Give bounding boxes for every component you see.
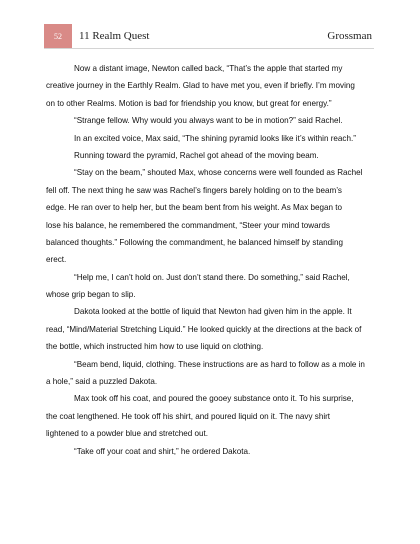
- text-line: fell off. The next thing he saw was Rachel’s fingers barely holding on to the beam’s: [46, 185, 342, 195]
- text-line: “Take off your coat and shirt,” he ordered Dakota.: [74, 446, 251, 456]
- text-line: Dakota looked at the bottle of liquid that Newton had given him in the apple. It: [74, 307, 352, 317]
- text-line: “Strange fellow. Why would you always want to be in motion?” said Rachel.: [74, 116, 343, 126]
- text-line: Running toward the pyramid, Rachel got ahead of the moving beam.: [74, 150, 319, 160]
- text-line: lose his balance, he remembered the commandment, “Steer your mind towards: [46, 220, 330, 230]
- text-line: “Help me, I can’t hold on. Just don’t stand there. Do something,” said Rachel,: [74, 272, 350, 282]
- text-line: balanced thoughts.” Following the commandment, he balanced himself by standing: [46, 237, 343, 247]
- page-number: 52: [54, 31, 62, 41]
- text-line: the bottle, which instructed him how to use liquid on clothing.: [46, 342, 264, 352]
- text-line: “Beam bend, liquid, clothing. These instructions are as hard to follow as a mole in: [74, 359, 365, 369]
- text-line: creative journey in the Earthly Realm. Glad to have met you, even if briefly. I’m moving: [46, 81, 355, 91]
- page-number-badge: [44, 24, 72, 48]
- text-line: “Stay on the beam,” shouted Max, whose concerns were well founded as Rachel: [74, 168, 363, 178]
- text-line: on to other Realms. Motion is bad for friendship you know, but great for energy.”: [46, 98, 332, 108]
- header-rule: [44, 48, 374, 49]
- text-line: read, “Mind/Material Stretching Liquid.” He looked quickly at the directions at the back of: [46, 324, 362, 334]
- text-line: Now a distant image, Newton called back, “That’s the apple that started my: [74, 64, 343, 73]
- running-header-author: Grossman: [327, 30, 372, 42]
- text-line: lightened to a powder blue and stretched out.: [46, 429, 208, 439]
- text-line: the coat lengthened. He took off his shirt, and poured liquid on it. The navy shirt: [46, 411, 331, 421]
- text-line: erect.: [46, 255, 67, 265]
- text-line: a hole,” said a puzzled Dakota.: [46, 377, 158, 387]
- text-line: whose grip began to slip.: [46, 290, 136, 300]
- running-header-title: 11 Realm Quest: [79, 30, 150, 42]
- text-line: edge. He ran over to help her, but the beam bent from his weight. As Max began to: [46, 203, 343, 213]
- text-line: In an excited voice, Max said, “The shining pyramid looks like it’s within reach.”: [74, 133, 356, 143]
- body-text: [46, 60, 376, 460]
- text-line: Max took off his coat, and poured the gooey substance onto it. To his surprise,: [74, 394, 354, 404]
